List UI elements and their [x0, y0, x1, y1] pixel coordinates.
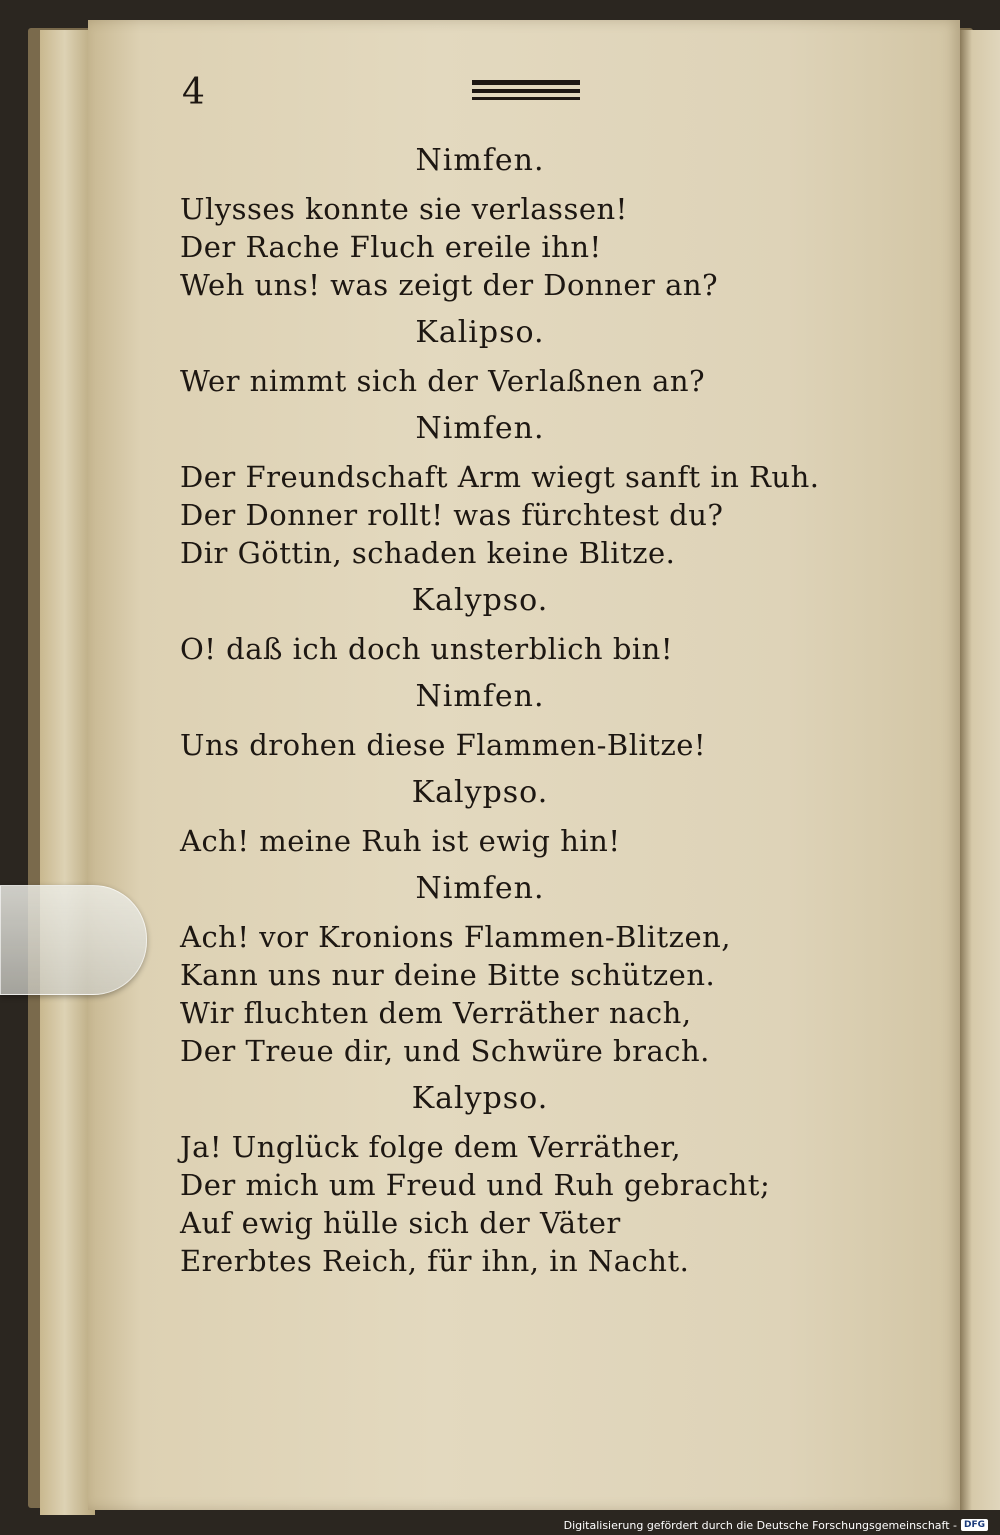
speaker-heading: Nimfen.	[415, 871, 545, 906]
ornament-rule-2	[472, 89, 580, 93]
page-number: 4	[182, 72, 205, 113]
verse-line: Auf ewig hülle sich der Väter	[180, 1206, 621, 1240]
verse-line: Dir Göttin, schaden keine Blitze.	[180, 536, 676, 570]
speaker-heading: Kalipso.	[415, 315, 545, 350]
speaker-heading: Kalypso.	[411, 775, 549, 810]
verse-line: Der mich um Freud und Ruh gebracht;	[180, 1168, 771, 1202]
verse-line: Ulysses konnte sie verlassen!	[180, 192, 628, 226]
verse-line: Wer nimmt sich der Verlaßnen an?	[180, 364, 706, 398]
speaker-heading: Nimfen.	[415, 143, 545, 178]
speaker-heading: Kalypso.	[411, 1081, 549, 1116]
verse-line: Kann uns nur deine Bitte schützen.	[180, 958, 716, 992]
verse-line: Weh uns! was zeigt der Donner an?	[180, 268, 719, 302]
verse-line: Der Treue dir, und Schwüre brach.	[180, 1034, 710, 1068]
page-clip	[0, 885, 147, 995]
facing-page-edge	[960, 30, 1000, 1510]
verse-line: Uns drohen diese Flammen-Blitze!	[180, 728, 707, 762]
page-edge	[40, 30, 95, 1515]
verse-line: Der Rache Fluch ereile ihn!	[180, 230, 602, 264]
verse-line: Ja! Unglück folge dem Verräther,	[180, 1130, 682, 1164]
verse-line: Ach! meine Ruh ist ewig hin!	[180, 824, 621, 858]
verse-line: Ererbtes Reich, für ihn, in Nacht.	[180, 1244, 690, 1278]
speaker-heading: Nimfen.	[415, 411, 545, 446]
dfg-logo: DFG	[961, 1519, 988, 1531]
digitization-credit	[564, 1517, 988, 1533]
speaker-heading: Kalypso.	[411, 583, 549, 618]
verse-line: Ach! vor Kronions Flammen-Blitzen,	[180, 920, 732, 954]
credit-text: Digitalisierung gefördert durch die Deutsche Forschungsgemeinschaft -	[563, 1518, 957, 1532]
ornament-rule-1	[472, 80, 580, 85]
verse-line: O! daß ich doch unsterblich bin!	[180, 632, 673, 666]
verse-line: Wir fluchten dem Verräther nach,	[180, 996, 692, 1030]
verse-line: Der Freundschaft Arm wiegt sanft in Ruh.	[180, 460, 820, 494]
verse-text	[180, 132, 900, 1280]
header-ornament	[472, 80, 580, 102]
verse-line: Der Donner rollt! was fürchtest du?	[180, 498, 724, 532]
ornament-rule-3	[472, 97, 580, 100]
speaker-heading: Nimfen.	[415, 679, 545, 714]
